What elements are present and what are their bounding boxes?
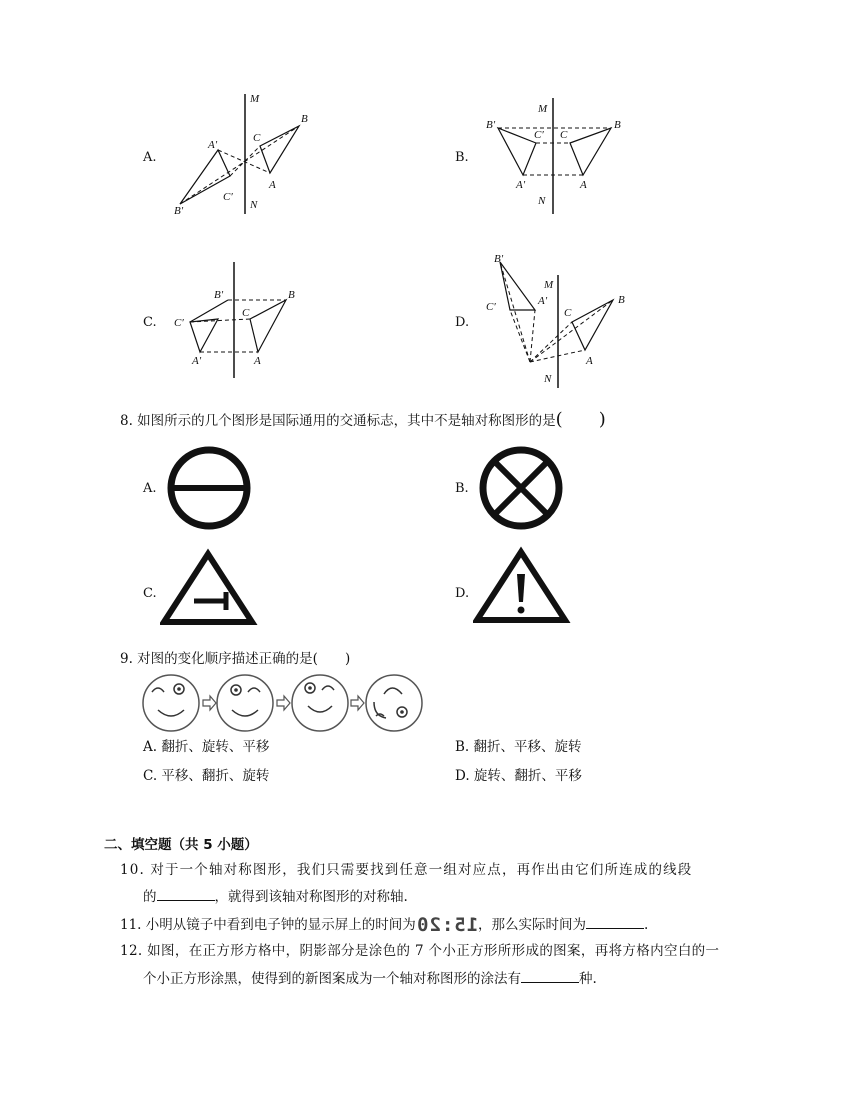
q10-text-a: 的 [143, 889, 157, 905]
svg-text:N: N [544, 373, 552, 385]
face-4-icon [366, 675, 422, 731]
svg-text:C′: C′ [534, 129, 544, 141]
q8-option-b-label[interactable]: B. [455, 481, 469, 496]
svg-text:B′: B′ [494, 253, 504, 265]
arrow-right-icon [351, 696, 364, 710]
q11-text-a: 11. 小明从镜子中看到电子钟的显示屏上的时间为 [120, 917, 416, 933]
section-title: 二、填空题（共 5 小题） [104, 837, 258, 853]
svg-text:C′: C′ [174, 317, 184, 329]
svg-text:B: B [614, 119, 621, 131]
svg-text:A′: A′ [208, 139, 218, 151]
svg-text:C: C [242, 307, 250, 319]
q11-answer-blank[interactable] [586, 914, 644, 929]
q12-answer-blank[interactable] [521, 968, 579, 983]
no-entry-sign-icon [165, 445, 255, 535]
svg-text:A: A [254, 355, 261, 367]
q9-option-a[interactable]: A. 翻折、旋转、平移 [143, 739, 270, 755]
t-junction-warning-sign-icon [160, 548, 260, 630]
svg-text:B: B [618, 294, 625, 306]
svg-text:M: M [544, 279, 554, 291]
svg-text:A: A [586, 355, 593, 367]
q9-option-d[interactable]: D. 旋转、翻折、平移 [455, 768, 582, 784]
q7-option-a-label[interactable]: A. [143, 150, 157, 165]
svg-text:A′: A′ [516, 179, 526, 191]
face-3-icon [292, 675, 348, 731]
exclamation-warning-sign-icon [473, 546, 573, 630]
q12-text-b: 种. [579, 971, 597, 987]
q8-option-d-label[interactable]: D. [455, 586, 470, 601]
svg-text:B′: B′ [214, 289, 224, 301]
q8-question [120, 410, 606, 431]
svg-text:M: M [538, 103, 548, 115]
q9-option-b[interactable]: B. 翻折、平移、旋转 [455, 739, 582, 755]
q7-option-d-figure [480, 250, 640, 390]
svg-text:A′: A′ [538, 295, 548, 307]
q7-option-a-figure [168, 88, 318, 220]
svg-text:M: M [250, 93, 260, 105]
svg-text:N: N [250, 199, 258, 211]
svg-text:C′: C′ [223, 191, 233, 203]
q10-line2 [143, 886, 408, 907]
arrow-right-icon [203, 696, 216, 710]
svg-text:A: A [580, 179, 587, 191]
q10-line1: 10. 对于一个轴对称图形，我们只需要找到任意一组对应点，再作出由它们所连成的线段 [120, 862, 693, 878]
no-stopping-sign-icon [477, 445, 567, 535]
face-1-icon [143, 675, 199, 731]
arrow-right-icon [277, 696, 290, 710]
q9-option-c[interactable]: C. 平移、翻折、旋转 [143, 768, 270, 784]
q7-option-c-figure [170, 260, 310, 380]
q12-line2 [143, 968, 597, 989]
q10-text-b: ，就得到该轴对称图形的对称轴. [214, 889, 408, 905]
svg-text:C: C [564, 307, 572, 319]
q11-end: . [643, 917, 649, 933]
q10-answer-blank[interactable] [157, 886, 215, 901]
face-2-icon [217, 675, 273, 731]
svg-text:C: C [560, 129, 568, 141]
svg-text:A′: A′ [192, 355, 202, 367]
svg-text:C′: C′ [486, 301, 496, 313]
svg-text:B′: B′ [174, 205, 184, 217]
q8-option-c-label[interactable]: C. [143, 586, 157, 601]
q9-face-sequence-figure [138, 672, 424, 734]
svg-text:N: N [538, 195, 546, 207]
q7-option-d-label[interactable]: D. [455, 315, 470, 330]
svg-text:A: A [269, 179, 276, 191]
q11-text-b: ，那么实际时间为 [477, 917, 586, 933]
q12-line1: 12. 如图，在正方形方格中，阴影部分是涂色的 7 个小正方形所形成的图案，再将方格内空白的一 [120, 943, 720, 959]
q9-question: 9. 对图的变化顺序描述正确的是( ) [120, 651, 351, 667]
q8-text: 8. 如图所示的几个图形是国际通用的交通标志，其中不是轴对称图形的是 [120, 413, 556, 429]
svg-text:B: B [288, 289, 295, 301]
svg-text:B: B [301, 113, 308, 125]
q12-text-a: 个小正方形涂黑，使得到的新图案成为一个轴对称图形的涂法有 [143, 971, 521, 987]
q7-option-b-label[interactable]: B. [455, 150, 469, 165]
q7-option-b-figure [478, 96, 638, 216]
q7-option-c-label[interactable]: C. [143, 315, 157, 330]
q8-option-a-label[interactable]: A. [143, 481, 157, 496]
q11-line [120, 914, 648, 935]
svg-text:B′: B′ [486, 119, 496, 131]
svg-text:C: C [253, 132, 261, 144]
q8-answer-paren[interactable]: ( ) [555, 409, 606, 430]
mirrored-clock-display: 15:20 [415, 914, 478, 936]
